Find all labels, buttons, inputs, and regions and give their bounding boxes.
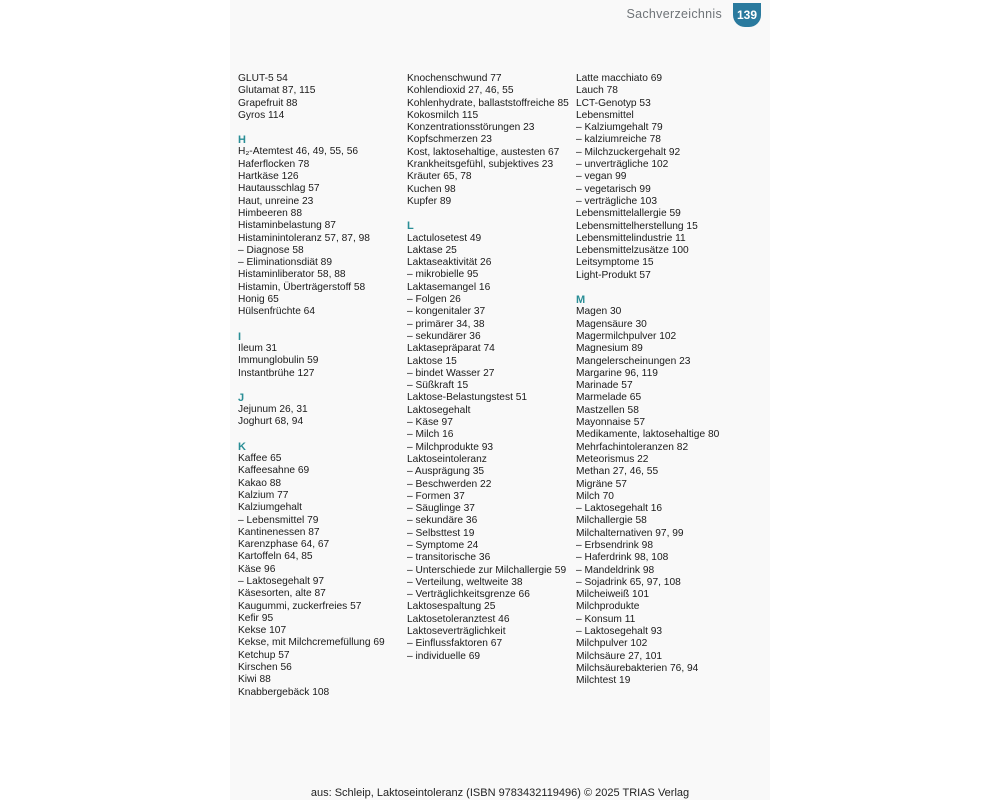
- index-entry: Milchsäure 27, 101: [576, 650, 663, 662]
- index-letter-heading: L: [407, 220, 414, 233]
- index-entry: Glutamat 87, 115: [238, 85, 316, 97]
- index-entry: Leitsymptome 15: [576, 257, 654, 269]
- index-entry: Laktose 15: [407, 355, 457, 367]
- index-entry: Kirschen 56: [238, 662, 292, 674]
- index-column-2: [407, 73, 575, 663]
- index-subentry: – sekundäre 36: [407, 515, 478, 527]
- index-entry: Kräuter 65, 78: [407, 171, 472, 183]
- index-entry: Haferflocken 78: [238, 158, 310, 170]
- index-letter-heading: M: [576, 294, 586, 307]
- index-entry: Lactulosetest 49: [407, 232, 482, 244]
- index-subentry: – Haferdrink 98, 108: [576, 552, 669, 564]
- index-subentry: – verträgliche 103: [576, 195, 657, 207]
- index-subentry: – individuelle 69: [407, 650, 481, 662]
- index-entry: Haut, unreine 23: [238, 195, 314, 207]
- index-entry: Marmelade 65: [576, 392, 642, 404]
- index-column-3: [576, 73, 744, 688]
- index-entry: Magermilchpulver 102: [576, 330, 677, 342]
- index-entry: Kefir 95: [238, 612, 274, 624]
- index-entry: Käse 96: [238, 563, 276, 575]
- index-subentry: – Folgen 26: [407, 294, 461, 306]
- index-entry: Hartkäse 126: [238, 171, 299, 183]
- index-entry: Kalziumgehalt: [238, 502, 302, 514]
- index-entry: Konzentrationsstörungen 23: [407, 122, 535, 134]
- index-entry: Kohlendioxid 27, 46, 55: [407, 85, 514, 97]
- index-entry: Himbeeren 88: [238, 207, 302, 219]
- index-entry: Histaminintoleranz 57, 87, 98: [238, 232, 370, 244]
- index-subentry: – Kalziumgehalt 79: [576, 122, 663, 134]
- index-entry: LCT-Genotyp 53: [576, 97, 651, 109]
- index-entry: Kupfer 89: [407, 195, 452, 207]
- index-subentry: – Käse 97: [407, 417, 453, 429]
- index-entry: Instantbrühe 127: [238, 367, 315, 379]
- index-entry: Hülsenfrüchte 64: [238, 306, 316, 318]
- index-subentry: – Laktosegehalt 93: [576, 626, 663, 638]
- index-subentry: – Symptome 24: [407, 539, 479, 551]
- index-entry: Histamin, Überträgerstoff 58: [238, 281, 366, 293]
- index-subentry: – Einflussfaktoren 67: [407, 638, 503, 650]
- index-entry: Milchsäurebakterien 76, 94: [576, 662, 699, 674]
- index-entry: Laktosegehalt: [407, 404, 471, 416]
- index-entry: Kantinenessen 87: [238, 526, 320, 538]
- index-subentry: – Eliminationsdiät 89: [238, 257, 333, 269]
- index-entry: Lebensmittelzusätze 100: [576, 245, 689, 257]
- index-subentry: – Formen 37: [407, 490, 465, 502]
- index-subentry: – sekundärer 36: [407, 330, 481, 342]
- index-subentry: – Mandeldrink 98: [576, 564, 655, 576]
- index-subentry: – kongenitaler 37: [407, 306, 486, 318]
- index-entry: Milchtest 19: [576, 675, 631, 687]
- index-entry: Mayonnaise 57: [576, 417, 646, 429]
- index-entry: Ileum 31: [238, 342, 278, 354]
- index-subentry: – Konsum 11: [576, 613, 636, 625]
- index-entry: Latte macchiato 69: [576, 73, 663, 84]
- index-entry: Milchallergie 58: [576, 515, 647, 527]
- index-entry: Margarine 96, 119: [576, 367, 658, 379]
- index-entry: Laktosespaltung 25: [407, 601, 496, 613]
- index-entry: Laktose-Belastungstest 51: [407, 392, 528, 404]
- index-entry: Laktasepräparat 74: [407, 343, 495, 355]
- index-subentry: – Milch 16: [407, 429, 454, 441]
- index-entry: Laktosetoleranztest 46: [407, 613, 510, 625]
- index-entry: Laktase 25: [407, 244, 457, 256]
- index-entry: Magnesium 89: [576, 343, 643, 355]
- index-entry: Kaffeesahne 69: [238, 465, 310, 477]
- index-entry: Immunglobulin 59: [238, 355, 319, 367]
- index-subentry: – Selbsttest 19: [407, 527, 475, 539]
- index-entry: Kalzium 77: [238, 489, 289, 501]
- index-entry: Mangelerscheinungen 23: [576, 355, 691, 367]
- index-entry: Laktoseintoleranz: [407, 453, 487, 465]
- index-entry: Light-Produkt 57: [576, 269, 651, 281]
- index-entry: Lauch 78: [576, 85, 618, 97]
- index-letter-heading: K: [238, 440, 246, 453]
- index-entry: Milchprodukte: [576, 601, 640, 613]
- index-entry: GLUT-5 54: [238, 73, 288, 84]
- index-subentry: – unverträgliche 102: [576, 159, 669, 171]
- index-subentry: – Verträglichkeitsgrenze 66: [407, 589, 530, 601]
- index-entry: Kartoffeln 64, 85: [238, 551, 313, 563]
- index-entry: Lebensmittelherstellung 15: [576, 220, 698, 232]
- index-entry: Kopfschmerzen 23: [407, 134, 492, 146]
- index-entry: H₂-Atemtest 46, 49, 55, 56: [238, 146, 359, 158]
- index-entry: Gyros 114: [238, 109, 285, 121]
- index-subentry: – transitorische 36: [407, 552, 491, 564]
- page-number-badge: 139: [733, 3, 761, 27]
- index-entry: Kohlenhydrate, ballaststoffreiche 85: [407, 97, 569, 109]
- index-subentry: – primärer 34, 38: [407, 318, 485, 330]
- index-subentry: – Laktosegehalt 97: [238, 575, 325, 587]
- index-entry: Mehrfachintoleranzen 82: [576, 441, 689, 453]
- index-entry: Kokosmilch 115: [407, 109, 479, 121]
- index-subentry: – Verteilung, weltweite 38: [407, 576, 523, 588]
- index-entry: Methan 27, 46, 55: [576, 466, 659, 478]
- index-entry: Karenzphase 64, 67: [238, 539, 330, 551]
- index-subentry: – Erbsendrink 98: [576, 539, 654, 551]
- index-subentry: – Unterschiede zur Milchallergie 59: [407, 564, 567, 576]
- index-entry: Lebensmittel: [576, 109, 634, 121]
- index-entry: Meteorismus 22: [576, 453, 649, 465]
- index-entry: Grapefruit 88: [238, 97, 298, 109]
- index-entry: Krankheitsgefühl, subjektives 23: [407, 159, 554, 171]
- index-entry: Milchpulver 102: [576, 638, 648, 650]
- index-subentry: – Sojadrink 65, 97, 108: [576, 576, 681, 588]
- copyright-footer: aus: Schleip, Laktoseintoleranz (ISBN 9783432119496) © 2025 TRIAS Verlag: [310, 787, 690, 799]
- index-entry: Medikamente, laktosehaltige 80: [576, 429, 720, 441]
- index-subentry: – Diagnose 58: [238, 244, 304, 256]
- index-entry: Kakao 88: [238, 477, 282, 489]
- index-entry: Kuchen 98: [407, 183, 456, 195]
- index-entry: Jejunum 26, 31: [238, 404, 308, 416]
- index-entry: Knochenschwund 77: [407, 73, 502, 84]
- index-subentry: – vegetarisch 99: [576, 183, 651, 195]
- index-entry: Kaugummi, zuckerfreies 57: [238, 600, 362, 612]
- index-subentry: – mikrobielle 95: [407, 269, 479, 281]
- index-entry: Käsesorten, alte 87: [238, 588, 326, 600]
- index-entry: Joghurt 68, 94: [238, 416, 304, 428]
- index-entry: Laktaseaktivität 26: [407, 257, 492, 269]
- index-entry: Kekse 107: [238, 625, 287, 637]
- index-entry: Knabbergebäck 108: [238, 686, 330, 698]
- index-entry: Histaminliberator 58, 88: [238, 269, 346, 281]
- index-subentry: – bindet Wasser 27: [407, 367, 495, 379]
- index-entry: Laktasemangel 16: [407, 281, 491, 293]
- index-entry: Lebensmittelallergie 59: [576, 208, 681, 220]
- index-letter-heading: J: [238, 391, 245, 404]
- section-title: Sachverzeichnis: [626, 7, 722, 21]
- index-subentry: – Ausprägung 35: [407, 466, 485, 478]
- index-entry: Magensäure 30: [576, 318, 647, 330]
- index-entry: Milch 70: [576, 490, 614, 502]
- index-entry: Milcheiweiß 101: [576, 589, 650, 601]
- index-subentry: – vegan 99: [576, 171, 627, 183]
- index-subentry: – Milchzuckergehalt 92: [576, 146, 681, 158]
- index-entry: Kekse, mit Milchcremefüllung 69: [238, 637, 385, 649]
- index-entry: Milchalternativen 97, 99: [576, 527, 684, 539]
- index-entry: Lebensmittelindustrie 11: [576, 232, 686, 244]
- index-letter-heading: I: [238, 330, 242, 343]
- index-subentry: – Säuglinge 37: [407, 503, 475, 515]
- index-entry: Histaminbelastung 87: [238, 220, 336, 232]
- index-entry: Kost, laktosehaltige, austesten 67: [407, 146, 560, 158]
- index-entry: Kiwi 88: [238, 674, 271, 686]
- index-subentry: – Süßkraft 15: [407, 380, 469, 392]
- index-entry: Hautausschlag 57: [238, 183, 320, 195]
- index-entry: Kaffee 65: [238, 453, 282, 465]
- index-letter-heading: H: [238, 134, 246, 147]
- index-subentry: – kalziumreiche 78: [576, 134, 661, 146]
- index-entry: Marinade 57: [576, 380, 633, 392]
- index-entry: Mastzellen 58: [576, 404, 639, 416]
- index-entry: Migräne 57: [576, 478, 627, 490]
- index-subentry: – Milchprodukte 93: [407, 441, 494, 453]
- index-entry: Ketchup 57: [238, 649, 290, 661]
- index-subentry: – Laktosegehalt 16: [576, 503, 663, 515]
- index-column-1: [238, 73, 406, 699]
- index-subentry: – Beschwerden 22: [407, 478, 492, 490]
- index-entry: Magen 30: [576, 306, 622, 318]
- index-entry: Laktoseverträglichkeit: [407, 626, 506, 638]
- index-entry: Honig 65: [238, 294, 279, 306]
- index-subentry: – Lebensmittel 79: [238, 514, 319, 526]
